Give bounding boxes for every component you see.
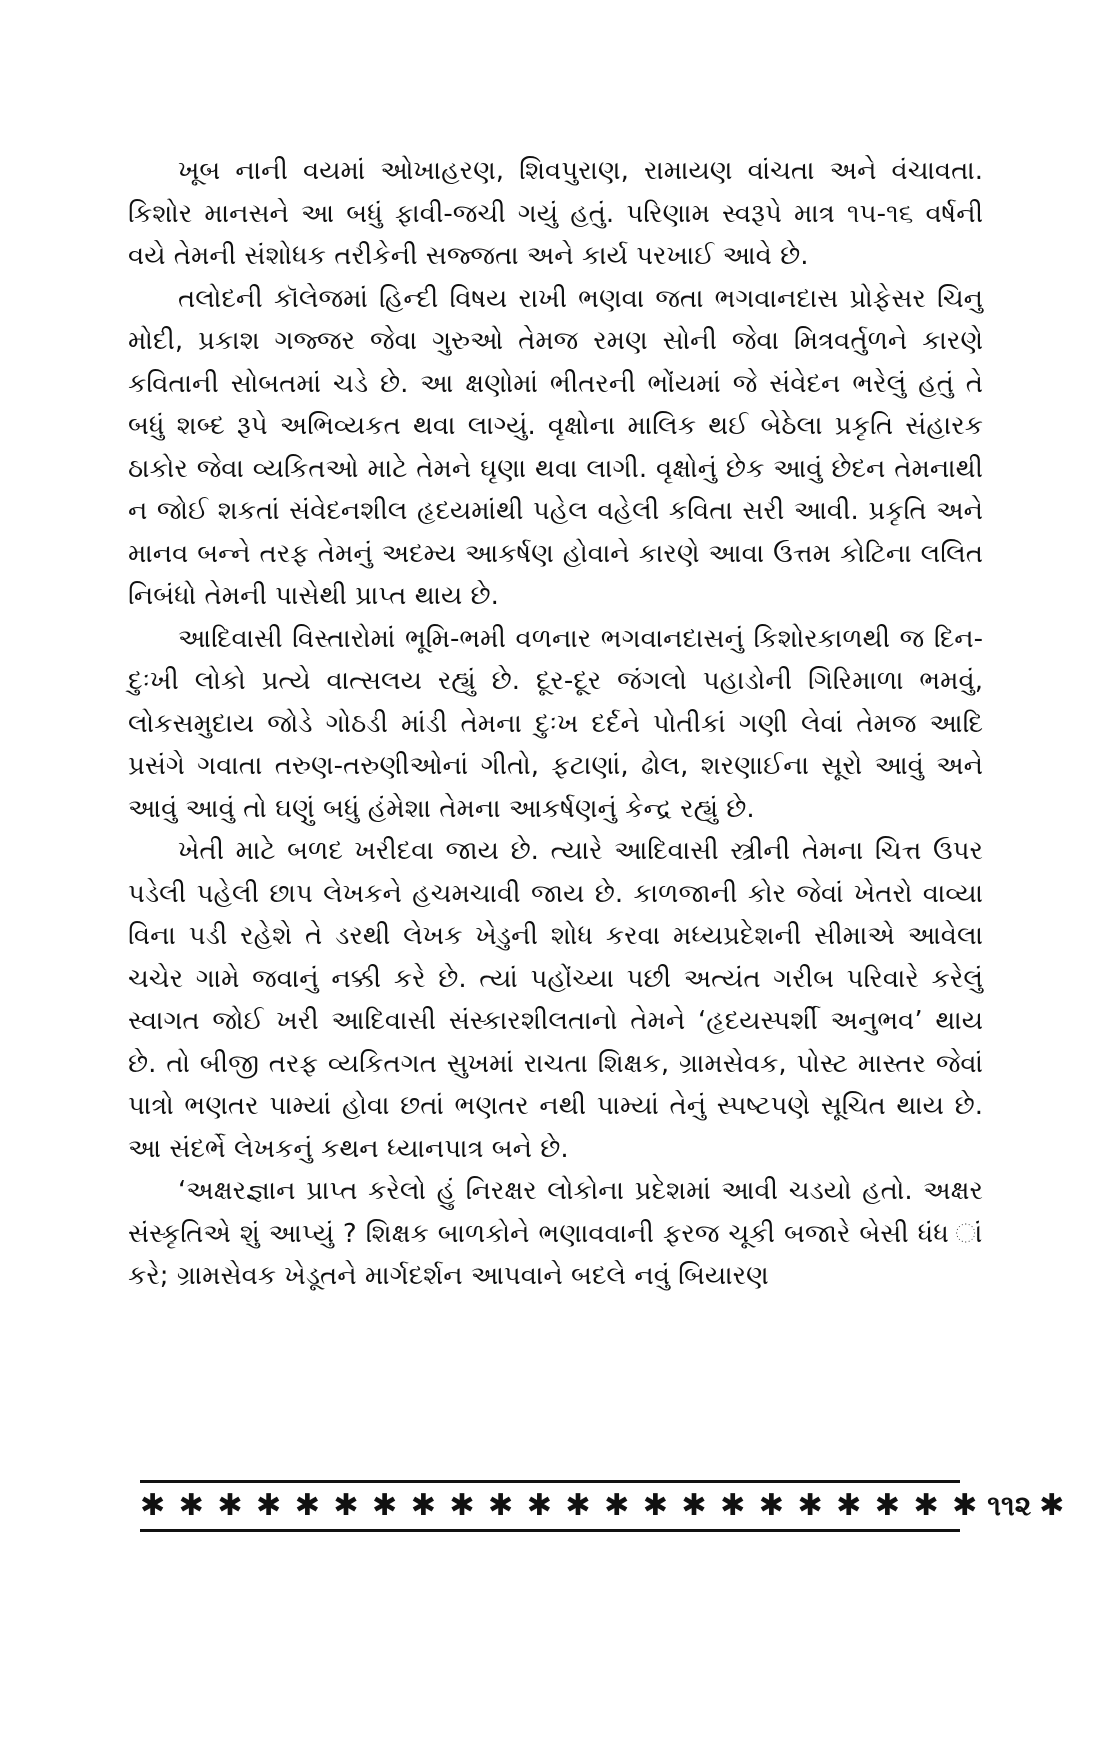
paragraph-5: ‘અક્ષરજ્ઞાન પ્રાપ્ત કરેલો હું નિરક્ષર લોકોના પ્રદેશમાં આવી ચડયો હતો. અક્ષર સંસ્કૃતિએ શું આપ્યું ? શિક્ષક બાળકોને ભણાવવાની ફરજ ચૂકી બજારે બેસી ધંધ ાં કરે; ગ્રામસેવક ખેડૂતને માર્ગદર્શન આપવાને બદલે નવું બિયારણ (128, 1176, 983, 1291)
paragraph-1: ખૂબ નાની વયમાં ઓખાહરણ, શિવપુરાણ, રામાયણ વાંચતા અને વંચાવતા. કિશોર માનસને આ બધું ફાવી-જચી ગયું હતું. પરિણામ સ્વરૂપે માત્ર ૧૫-૧૬ વર્ષની વયે તેમની સંશોધક તરીકેની સજ્જતા અને કાર્ય પરખાઈ આવે છે. (128, 156, 983, 271)
paragraph-4: ખેતી માટે બળદ ખરીદવા જાય છે. ત્યારે આદિવાસી સ્ત્રીની તેમના ચિત્ત ઉપર પડેલી પહેલી છાપ લેખકને હચમચાવી જાય છે. કાળજાની કોર જેવાં ખેતરો વાવ્યા વિના પડી રહેશે તે ડરથી લેખક ખેડુની શોધ કરવા મધ્યપ્રદેશની સીમાએ આવેલા ચચેર ગામે જવાનું નક્કી કરે છે. ત્યાં પહોંચ્યા પછી અત્યંત ગરીબ પરિવારે કરેલું સ્વાગત જોઈ ખરી આદિવાસી સંસ્કારશીલતાનો તેમને ‘હૃદયસ્પર્શી અનુભવ’ થાય છે. તો બીજી તરફ વ્યકિતગત સુખમાં રાચતા શિક્ષક, ગ્રામસેવક, પોસ્ટ માસ્તર જેવાં પાત્રો ભણતર પામ્યાં હોવા છતાં ભણતર નથી પામ્યાં તેનું સ્પષ્ટપણે સૂચિત થાય છે. આ સંદર્ભે લેખકનું કથન ધ્યાનપાત્ર બને છે. (128, 836, 983, 1164)
footer-star-ornament: ✱ ✱ ✱ ✱ ✱ ✱ ✱ ✱ ✱ ✱ ✱ ✱ ✱ ✱ ✱ ✱ ✱ ✱ ✱ ✱ ✱ ✱ (140, 1488, 980, 1523)
page-number: ૧૧૨ (987, 1489, 1032, 1522)
page-footer (140, 1480, 1065, 1532)
body-text (128, 150, 983, 1298)
paragraph-2: તલોદની કૉલેજમાં હિન્દી વિષય રાખી ભણવા જતા ભગવાનદાસ પ્રોફેસર ચિનુ મોદી, પ્રકાશ ગજ્જર જેવા ગુરુઓ તેમજ રમણ સોની જેવા મિત્રવર્તુળને કારણે કવિતાની સોબતમાં ચડે છે. આ ક્ષણોમાં ભીતરની ભોંયમાં જે સંવેદન ભરેલું હતું તે બધું શબ્દ રૂપે અભિવ્યકત થવા લાગ્યું. વૃક્ષોના માલિક થઈ બેઠેલા પ્રકૃતિ સંહારક ઠાકોર જેવા વ્યકિતઓ માટે તેમને ઘૃણા થવા લાગી. વૃક્ષોનું છેક આવું છેદન તેમનાથી ન જોઈ શકતાં સંવેદનશીલ હૃદયમાંથી પહેલ વહેલી કવિતા સરી આવી. પ્રકૃતિ અને માનવ બન્ને તરફ તેમનું અદમ્ય આકર્ષણ હોવાને કારણે આવા ઉત્તમ કોટિના લલિત નિબંધો તેમની પાસેથી પ્રાપ્ત થાય છે. (128, 283, 983, 611)
paragraph-3: આદિવાસી વિસ્તારોમાં ભૂમિ-ભમી વળનાર ભગવાનદાસનું કિશોરકાળથી જ દિન-દુઃખી લોકો પ્રત્યે વાત્સલય રહ્યું છે. દૂર-દૂર જંગલો પહાડોની ગિરિમાળા ભમવું, લોકસમુદાય જોડે ગોઠડી માંડી તેમના દુઃખ દર્દને પોતીકાં ગણી લેવાં તેમજ આદિ પ્રસંગે ગવાતા તરુણ-તરુણીઓનાં ગીતો, ફટાણાં, ઢોલ, શરણાઈના સૂરો આવું અને આવું આવું તો ઘણું બધું હંમેશા તેમના આકર્ષણનું કેન્દ્ર રહ્યું છે. (128, 623, 983, 824)
footer-end-star: ✱ (1039, 1488, 1065, 1523)
